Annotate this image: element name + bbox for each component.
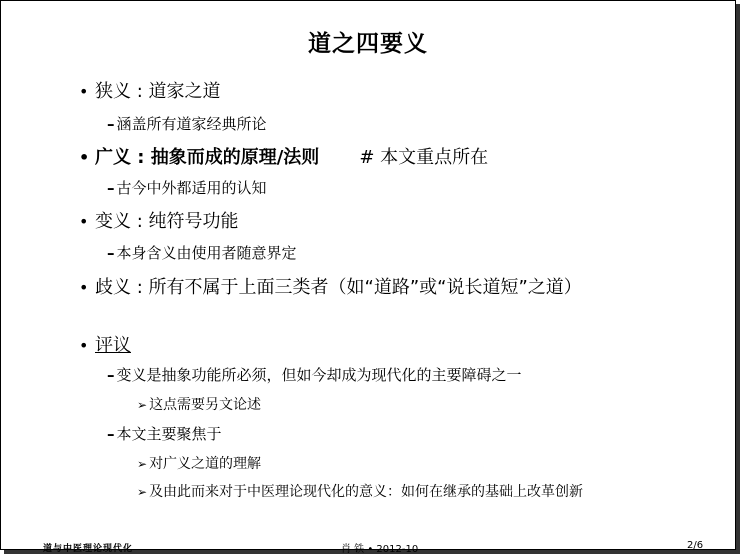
arrow-bullet-icon: ➢: [137, 457, 148, 471]
page-number: 2/6: [687, 540, 704, 551]
dash-icon: –: [107, 244, 115, 262]
bullet-icon: •: [79, 336, 89, 355]
arrow-bullet-icon: ➢: [137, 485, 148, 499]
bullet-icon: •: [79, 148, 90, 167]
subsub-item-text: 及由此而来对于中医理论现代化的意义：如何在继承的基础上改革创新: [149, 484, 584, 500]
bullet-item-comment: [79, 331, 131, 357]
bullet-label: 评议: [95, 335, 131, 356]
sub-item-text: 古今中外都适用的认知: [116, 179, 267, 197]
footer-author-date: 肖 铁 • 2012-10: [341, 544, 419, 555]
bullet-item-variant: [79, 207, 239, 233]
subsub-item: [137, 481, 583, 501]
dash-icon: –: [107, 179, 115, 197]
sub-item: [107, 423, 222, 444]
bullet-icon: •: [79, 212, 89, 231]
footer-title: 道与中医理论现代化: [43, 544, 134, 554]
bullet-item-ambiguous: [79, 273, 582, 299]
sub-item: [107, 364, 522, 385]
subsub-item: [137, 394, 261, 414]
dash-icon: –: [107, 115, 115, 133]
bullet-icon: •: [79, 82, 89, 101]
subsub-item-text: 对广义之道的理解: [149, 456, 262, 472]
subsub-item: [137, 453, 261, 473]
sub-item-text: 本身含义由使用者随意界定: [116, 244, 297, 262]
bullet-item-narrow: [79, 77, 221, 103]
sub-item-text: 涵盖所有道家经典所论: [116, 115, 267, 133]
sub-item: [107, 177, 267, 198]
bullet-icon: •: [79, 278, 89, 297]
arrow-bullet-icon: ➢: [137, 398, 148, 412]
bullet-label: 歧义 : 所有不属于上面三类者（如“道路”或“说长道短”之道）: [95, 277, 582, 298]
bullet-label: 狭义 : 道家之道: [95, 81, 221, 102]
sub-item: [107, 113, 267, 134]
emphasis-note: # 本文重点所在: [359, 147, 489, 168]
sub-item: [107, 242, 297, 263]
bullet-label: 变义 : 纯符号功能: [95, 211, 239, 232]
sub-item-text: 变义是抽象功能所必须，但如今却成为现代化的主要障碍之一: [116, 366, 522, 384]
dash-icon: –: [107, 425, 115, 443]
sub-item-text: 本文主要聚焦于: [116, 425, 222, 443]
bullet-item-broad: [79, 143, 488, 169]
subsub-item-text: 这点需要另文论述: [149, 397, 262, 413]
slide-title: 道之四要义: [308, 30, 428, 57]
dash-icon: –: [107, 366, 115, 384]
bullet-label: 广义 : 抽象而成的原理/法则: [95, 147, 320, 168]
